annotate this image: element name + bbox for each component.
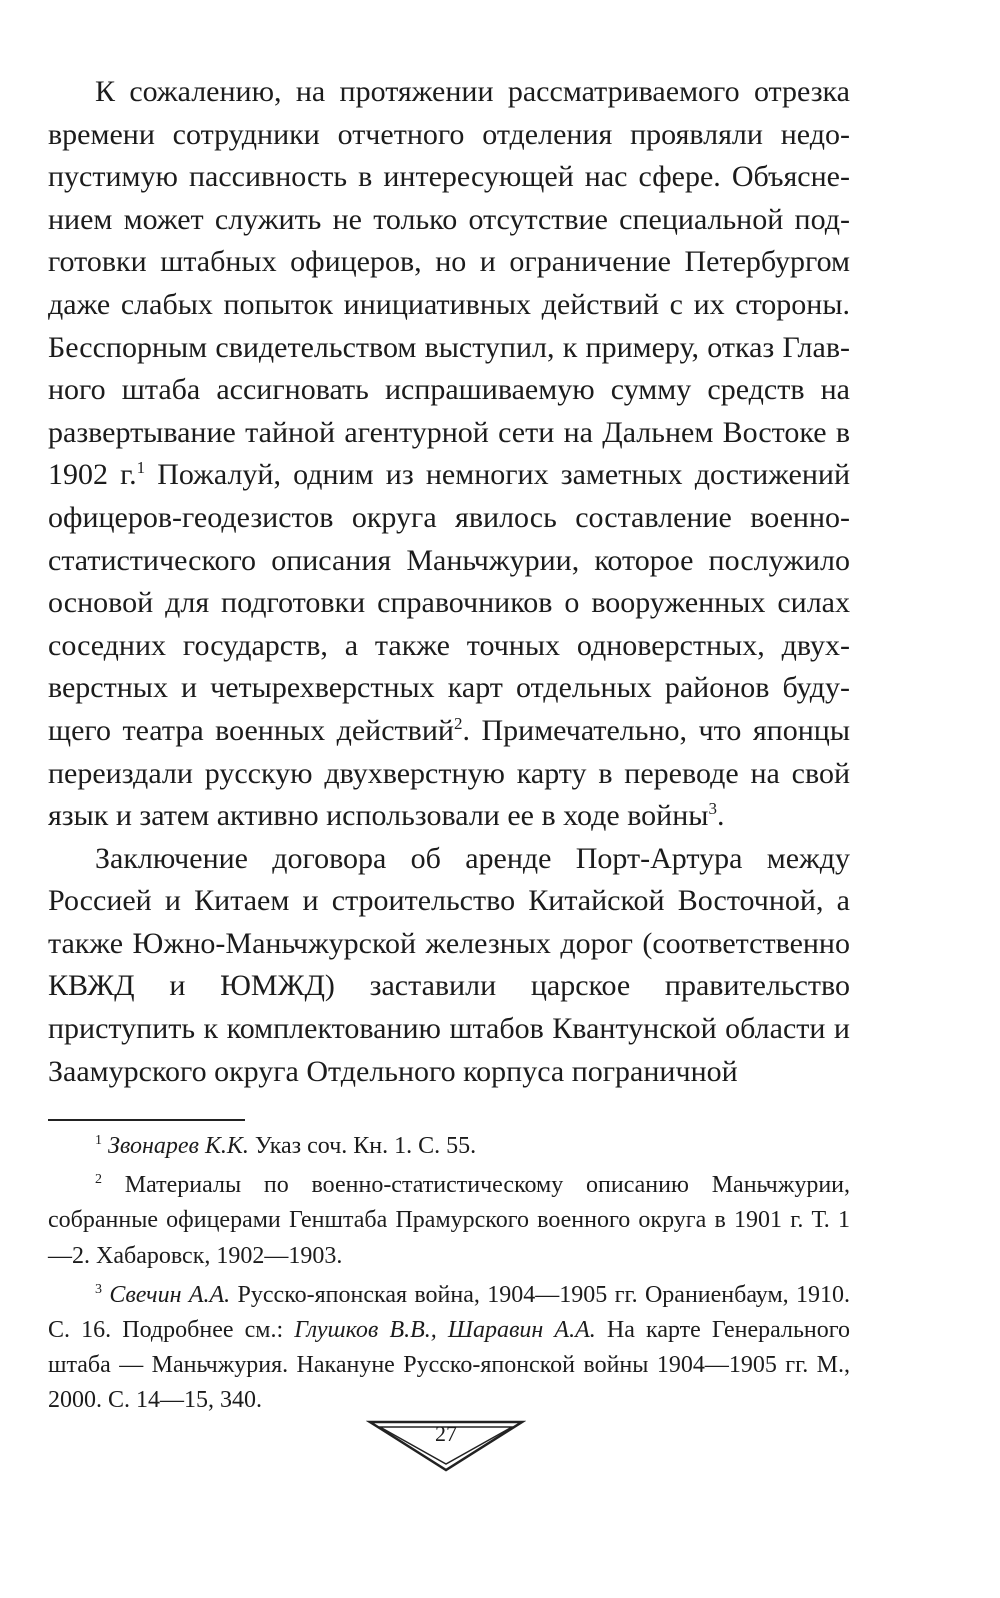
footnotes [48, 1129, 850, 1423]
footnote-2: $^2$ Материалы по военно-статистическому описанию Маньчжурии, собранные офицерами Генштаба Прамурского военного округа в 1901 г. Т. 1—2. Хабаровск, 1902—1903. [48, 1172, 850, 1269]
paragraph-1: К сожалению, на протяжении рассматриваемого отрезка времени сотрудники отчетного отделения проявляли недопустимую пассивность в интересующей нас сфере. Объяснением может служить не только отсутствие специальной подготовки штабных офицеров, но и ограничение Петербургом даже слабых попыток инициативных действий с их стороны. Бесспорным свидетельством выступил, к примеру, отказ Главного штаба ассигновать испрашиваемую сумму средств на развертывание тайной агентурной сети на Дальнем Востоке в 1902 г.$^1$ Пожалуй, одним из немногих заметных достижений офицеров-геодезистов округа явилось составление военно-статистического описания Маньчжурии, которое послужило основой для подготовки справочников о вооруженных силах соседних государств, а также точных одноверстных, двухверстных и четырехверстных карт отдельных районов будущего театра военных действий$^2$. Примечательно, что японцы переиздали русскую двухверстную карту в переводе на свой язык и затем активно использовали ее в ходе войны$^3$. [48, 75, 850, 833]
footnote-ref-1[interactable]: 1 [136, 458, 146, 478]
footnote-3: $^3$ Свечин А.А. Русско-японская война, 1904—1905 гг. Ораниенбаум, 1910. С. 16. Подробнее см.: Глушков В.В., Шаравин А.А. На карте Генерального штаба — Маньчжурия. Накануне Русско-японской войны 1904—1905 гг. М., 2000. С. 14—15, 340. [48, 1281, 851, 1414]
page-number: 27 [435, 1421, 457, 1446]
main-text [48, 71, 850, 1093]
footnote-divider [48, 1119, 245, 1121]
footnote-1: $^1$ Звонарев К.К. Указ соч. Кн. 1. С. 55. [95, 1133, 477, 1159]
paragraph-2: Заключение договора об аренде Порт-Артура между Россией и Китаем и строительство Китайской Восточной, а также Южно-Маньчжурской железных дорог (соответственно КВЖД и ЮМЖД) заставили царское правительство приступить к комплектованию штабов Квантунской области и Заамурского округа Отдельного корпуса пограничной [48, 841, 850, 1088]
footnote-author: Глушков В.В., Шаравин А.А. [294, 1317, 596, 1344]
footnote-ref-2[interactable]: 2 [453, 713, 463, 733]
footnote-author: Звонарев К.К. [108, 1133, 249, 1159]
footnote-author: Свечин А.А. [109, 1281, 231, 1308]
footnote-ref-3[interactable]: 3 [708, 799, 717, 819]
